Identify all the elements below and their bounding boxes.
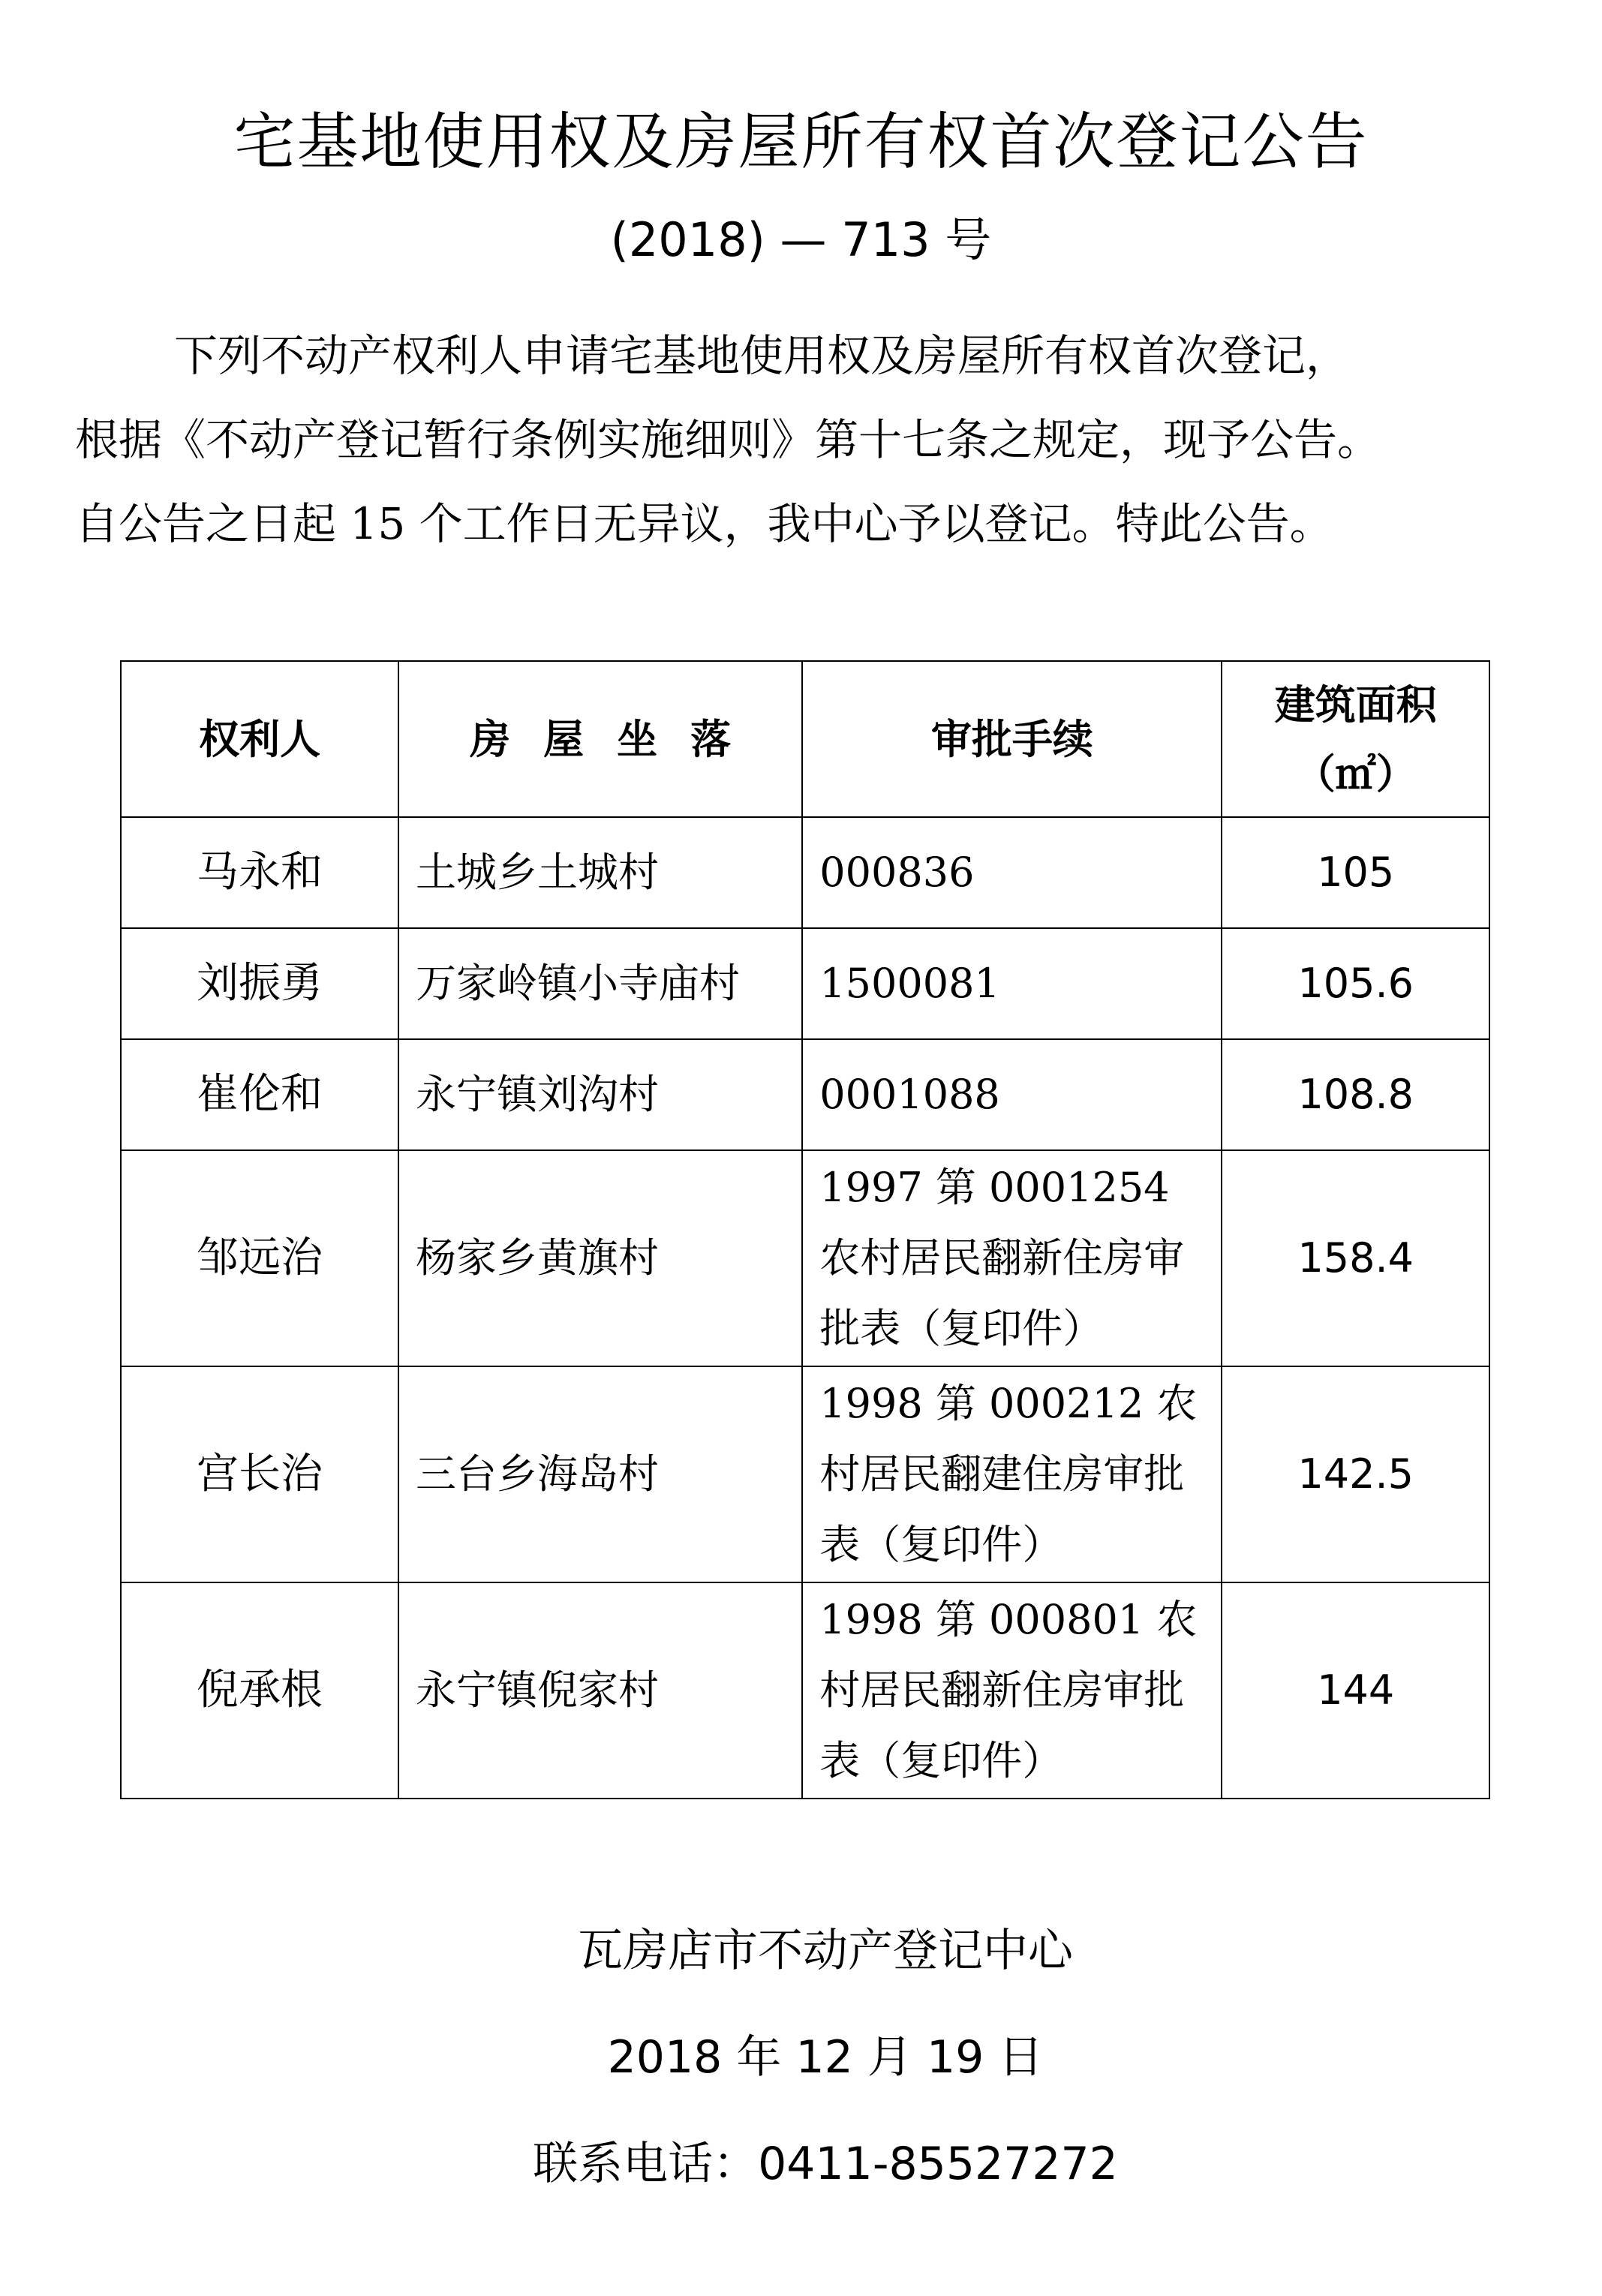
table-row: [121, 1039, 1489, 1150]
approval-cell: 1998 第 000212 农村居民翻建住房审批表（复印件）: [802, 1366, 1222, 1582]
issue-date: 2018 年 12 月 19 日: [607, 2031, 1044, 2084]
table-row: [121, 1366, 1489, 1582]
owner-cell: 邹远治: [121, 1150, 398, 1366]
location-cell: 永宁镇倪家村: [398, 1582, 802, 1799]
header-area-label: 建筑面积: [1274, 681, 1437, 729]
header-location-char: 房: [470, 715, 511, 763]
notice-title: 宅基地使用权及房屋所有权首次登记公告: [233, 107, 1369, 178]
body-line-3: 自公告之日起 15 个工作日无异议，我中心予以登记。特此公告。: [75, 498, 1333, 549]
header-owner: 权利人: [121, 661, 398, 817]
location-cell: 三台乡海岛村: [398, 1366, 802, 1582]
approval-cell: 000836: [802, 817, 1222, 928]
owner-cell: 倪承根: [121, 1582, 398, 1799]
area-cell: 108.8: [1222, 1039, 1489, 1150]
body-line-1: 下列不动产权利人申请宅基地使用权及房屋所有权首次登记，: [174, 330, 1350, 381]
location-cell: 土城乡土城村: [398, 817, 802, 928]
location-cell: 永宁镇刘沟村: [398, 1039, 802, 1150]
owner-cell: 马永和: [121, 817, 398, 928]
approval-cell: 1998 第 000801 农村居民翻新住房审批表（复印件）: [802, 1582, 1222, 1799]
location-cell: 万家岭镇小寺庙村: [398, 928, 802, 1039]
body-line-2: 根据《不动产登记暂行条例实施细则》第十七条之规定，现予公告。: [75, 414, 1381, 465]
table-row: [121, 1582, 1489, 1799]
contact-phone: 联系电话：0411-85527272: [533, 2138, 1118, 2190]
approval-cell: 1500081: [802, 928, 1222, 1039]
location-cell: 杨家乡黄旗村: [398, 1150, 802, 1366]
header-location-char: 坐: [617, 715, 658, 763]
owner-cell: 刘振勇: [121, 928, 398, 1039]
header-area-unit: （㎡）: [1294, 750, 1417, 798]
owner-cell: 宫长治: [121, 1366, 398, 1582]
owner-cell: 崔伦和: [121, 1039, 398, 1150]
area-cell: 105: [1222, 817, 1489, 928]
registration-table: [120, 660, 1490, 1799]
area-cell: 105.6: [1222, 928, 1489, 1039]
table-row: [121, 817, 1489, 928]
header-area: [1222, 661, 1489, 817]
approval-cell: 0001088: [802, 1039, 1222, 1150]
header-location-char: 屋: [543, 715, 585, 763]
notice-body: [75, 314, 1546, 566]
notice-number: (2018) — 713 号: [610, 212, 992, 267]
area-cell: 142.5: [1222, 1366, 1489, 1582]
approval-cell: 1997 第 0001254 农村居民翻新住房审批表（复印件）: [802, 1150, 1222, 1366]
area-cell: 158.4: [1222, 1150, 1489, 1366]
table-header-row: [121, 661, 1489, 817]
area-cell: 144: [1222, 1582, 1489, 1799]
header-location: [398, 661, 802, 817]
table-row: [121, 1150, 1489, 1366]
header-location-char: 落: [690, 715, 732, 763]
header-approval: 审批手续: [802, 661, 1222, 817]
issuing-organization: 瓦房店市不动产登记中心: [578, 1925, 1073, 1977]
table-row: [121, 928, 1489, 1039]
